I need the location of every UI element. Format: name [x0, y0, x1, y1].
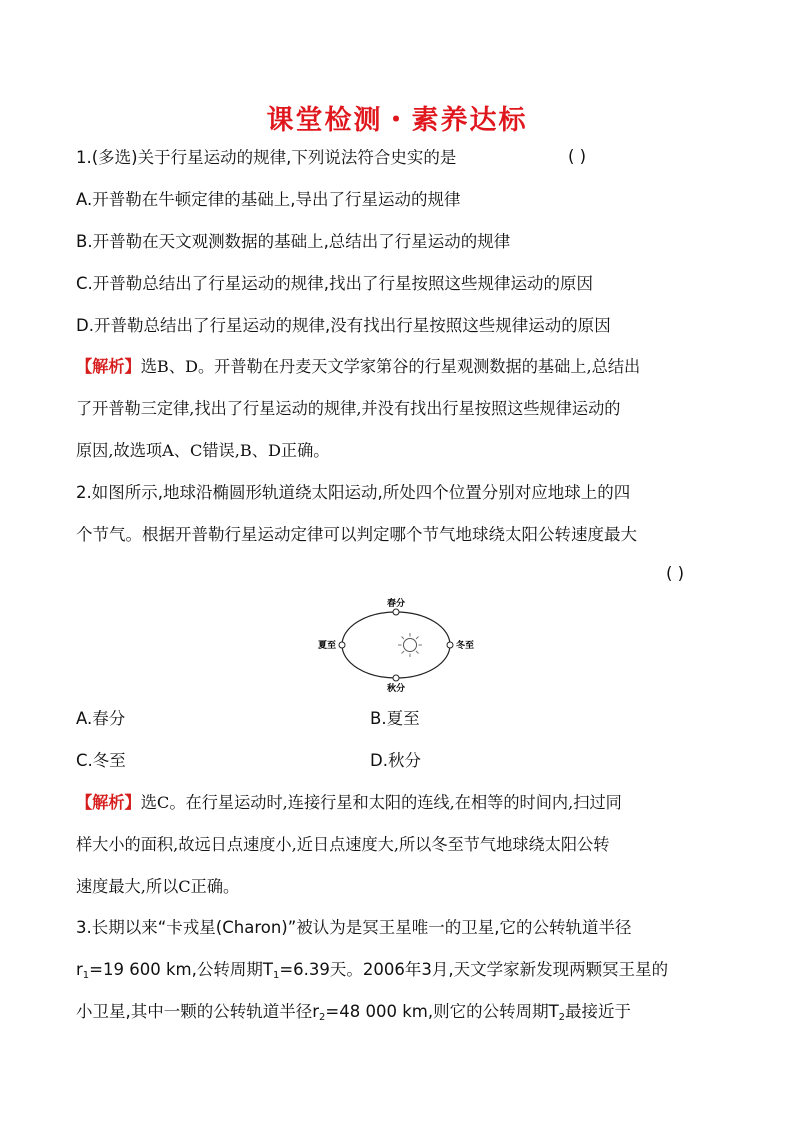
orbit-diagram [312, 594, 482, 696]
label-spring-equinox: 春分 [386, 599, 406, 609]
question-2-option-c: C.冬至 [76, 751, 126, 770]
question-2-option-d: D.秋分 [370, 751, 421, 770]
question-1-option-a: A.开普勒在牛顿定律的基础上,导出了行星运动的规律 [76, 190, 461, 209]
label-summer-solstice: 夏至 [317, 641, 336, 651]
earth-right [447, 642, 453, 648]
earth-bottom [393, 675, 399, 681]
t1-value-text: =6.39天。2006年3月,天文学家新发现两颗冥王星的 [279, 960, 669, 979]
question-1-analysis-line-2: 了开普勒三定律,找出了行星运动的规律,并没有找出行星按照这些规律运动的 [76, 399, 621, 418]
r1-subscript: 1 [82, 970, 90, 981]
label-autumn-equinox: 秋分 [386, 684, 406, 694]
label-winter-solstice: 冬至 [456, 641, 475, 651]
question-1-analysis-line-3: 原因,故选项A、C错误,B、D正确。 [76, 441, 330, 460]
question-2-answer-paren: ( ) [666, 564, 685, 583]
analysis-text: 选C。在行星运动时,连接行星和太阳的连线,在相等的时间内,扫过同 [140, 793, 622, 812]
orbit-ellipse [342, 612, 450, 678]
analysis-tag: 【解析】 [76, 793, 141, 812]
earth-left [339, 642, 345, 648]
sun-icon [398, 633, 422, 657]
question-2-analysis-line-3: 速度最大,所以C正确。 [76, 877, 240, 896]
question-3-stem-line-3 [76, 1001, 631, 1023]
analysis-text: 选B、D。开普勒在丹麦天文学家第谷的行星观测数据的基础上,总结出 [140, 357, 641, 376]
question-2-analysis-line-1 [76, 792, 622, 814]
question-2-stem-line-1: 2.如图所示,地球沿椭圆形轨道绕太阳运动,所处四个位置分别对应地球上的四 [76, 483, 631, 502]
analysis-tag: 【解析】 [76, 357, 141, 376]
question-3-stem-line-1: 3.长期以来“卡戎星(Charon)”被认为是冥王星唯一的卫星,它的公转轨道半径 [76, 918, 632, 937]
question-1-analysis-line-1 [76, 356, 640, 378]
question-1-answer-paren: ( ) [568, 147, 587, 166]
question-2-option-a: A.春分 [76, 709, 126, 728]
line3-part-b: =48 000 km,则它的公转周期T [325, 1002, 559, 1021]
r1-value-text: =19 600 km,公转周期T [89, 960, 273, 979]
t1-subscript: 1 [272, 970, 280, 981]
r2-subscript: 2 [319, 1012, 326, 1023]
question-2-option-b: B.夏至 [370, 709, 420, 728]
question-2-stem-line-2: 个节气。根据开普勒行星运动定律可以判定哪个节气地球绕太阳公转速度最大 [76, 525, 637, 544]
question-1-option-d: D.开普勒总结出了行星运动的规律,没有找出行星按照这些规律运动的原因 [76, 316, 611, 335]
line3-part-a: 小卫星,其中一颗的公转轨道半径r [76, 1002, 320, 1021]
r1-symbol: r [76, 960, 83, 979]
line3-part-c: 最接近于 [565, 1002, 632, 1021]
page-title: 课堂检测・素养达标 [266, 105, 528, 136]
question-1-stem: 1.(多选)关于行星运动的规律,下列说法符合史实的是 [76, 148, 457, 167]
t2-subscript: 2 [558, 1012, 566, 1023]
question-2-analysis-line-2: 样大小的面积,故远日点速度小,近日点速度大,所以冬至节气地球绕太阳公转 [76, 835, 610, 854]
question-1-option-b: B.开普勒在天文观测数据的基础上,总结出了行星运动的规律 [76, 232, 511, 251]
earth-top [393, 609, 399, 615]
question-3-stem-line-2 [76, 959, 668, 981]
question-1-option-c: C.开普勒总结出了行星运动的规律,找出了行星按照这些规律运动的原因 [76, 274, 594, 293]
